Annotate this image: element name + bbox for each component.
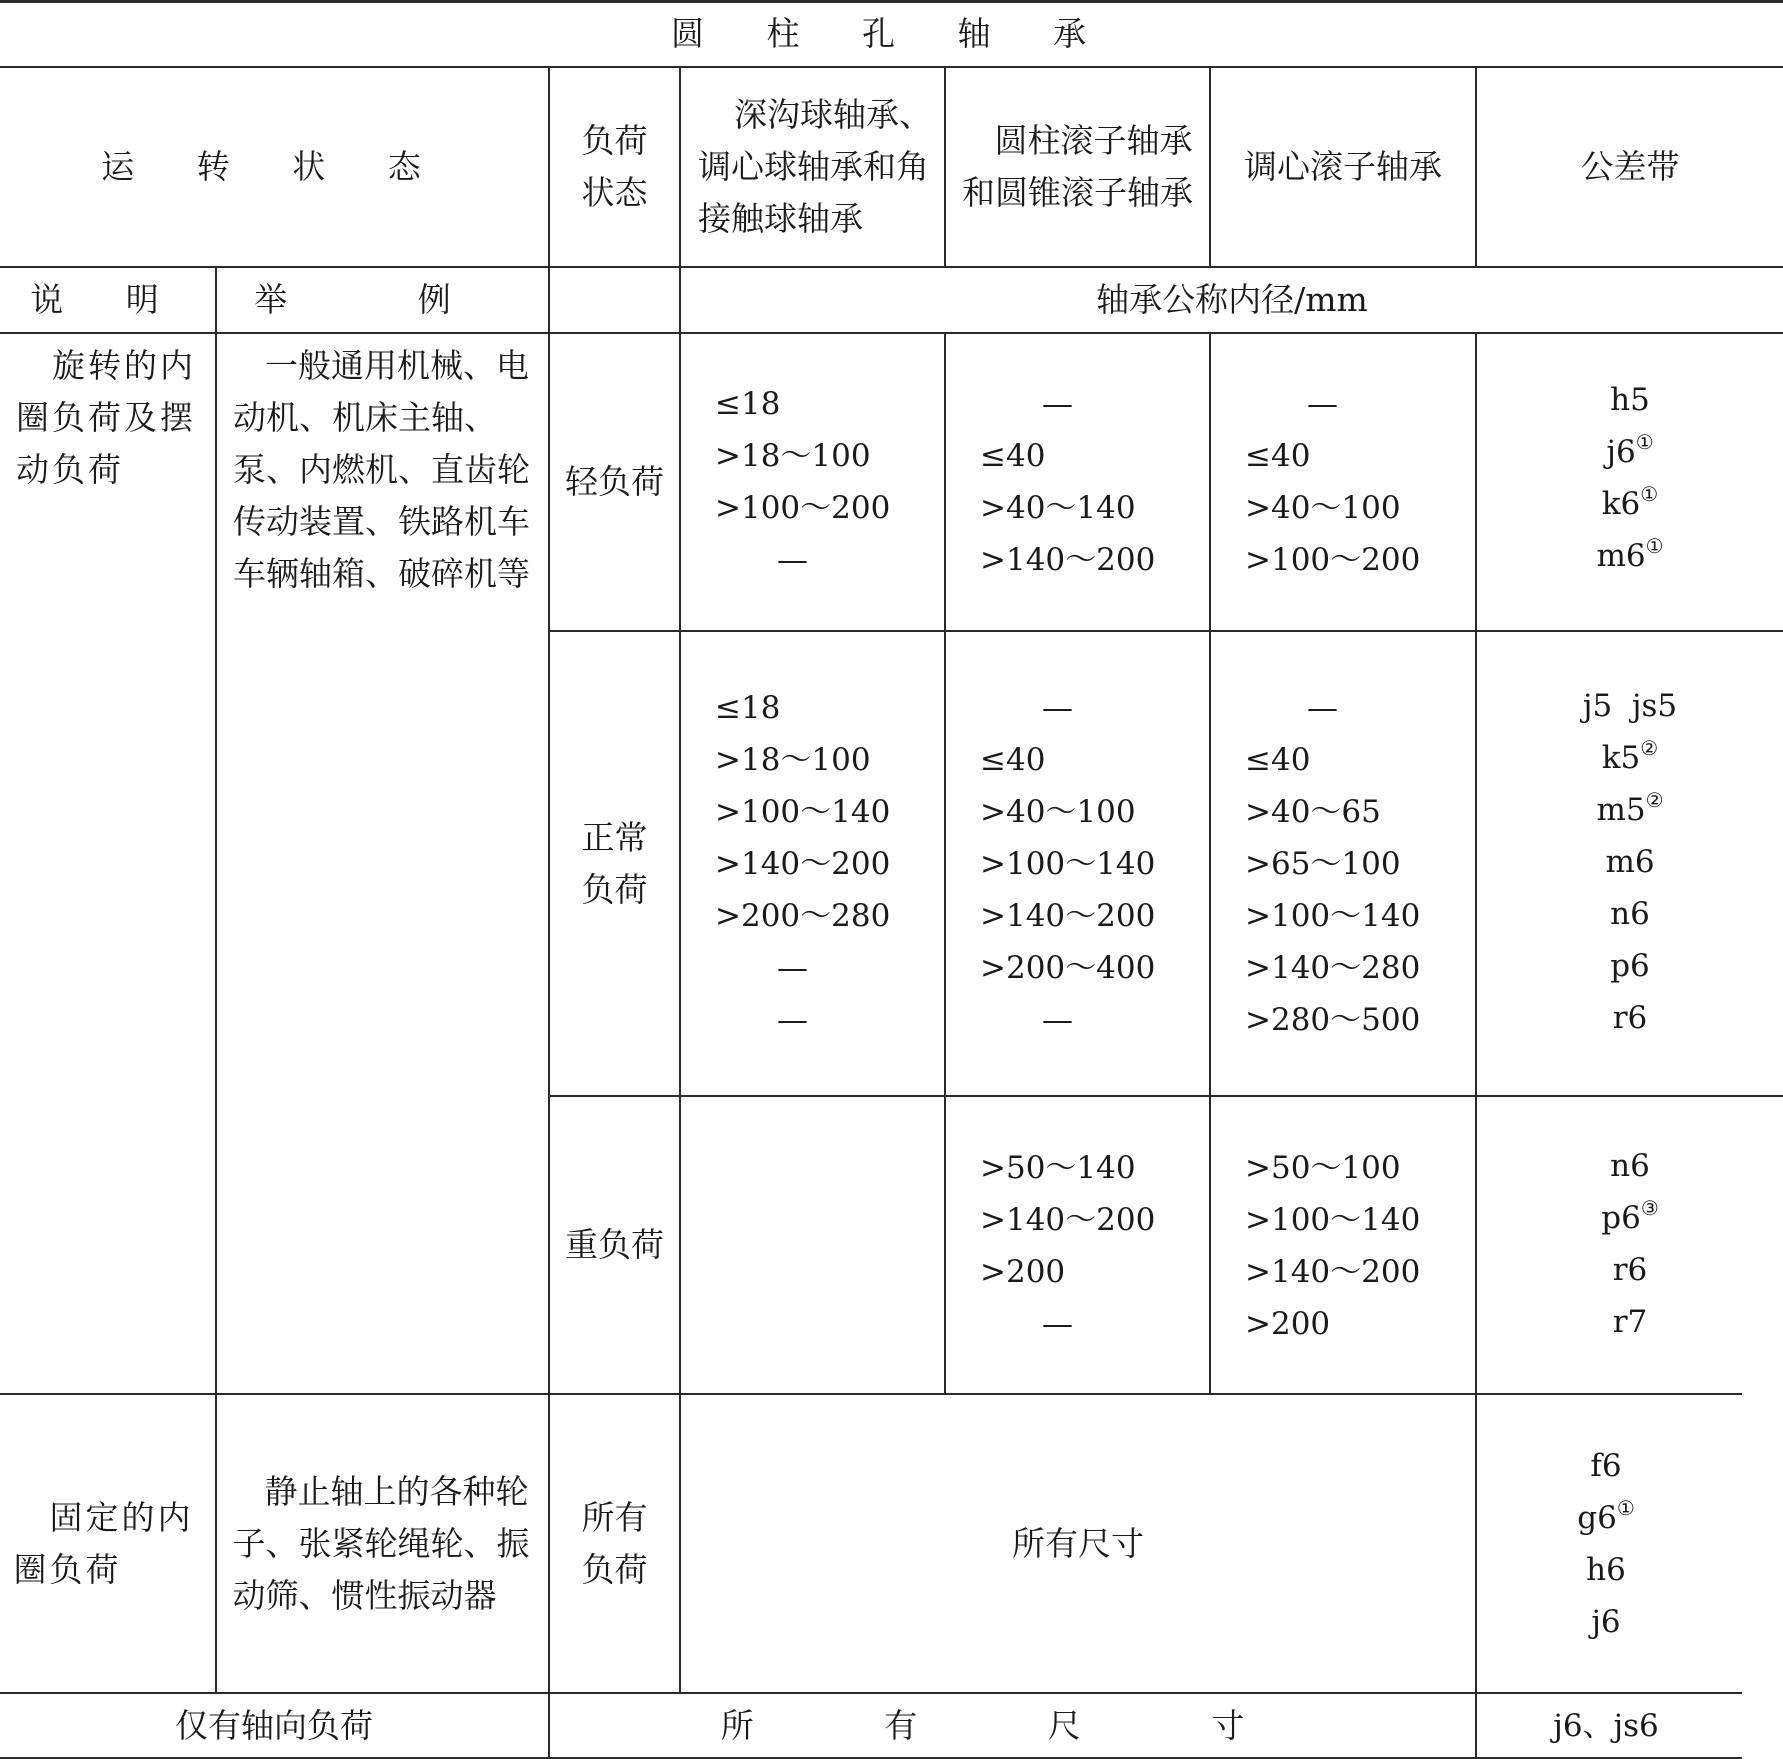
tol-value: p6 xyxy=(1610,948,1650,984)
normal-ball-value: — xyxy=(777,950,808,986)
light-sph-list xyxy=(1245,378,1445,586)
normal-tol-item xyxy=(1596,784,1663,836)
normal-sph-value: >40～65 xyxy=(1245,794,1381,830)
header-load-state-line: 状态 xyxy=(581,173,648,212)
fixed-tol-cell xyxy=(1477,1395,1735,1692)
heavy-cyl-value: >200 xyxy=(980,1254,1066,1290)
header-explain-text: 说 明 xyxy=(30,280,185,319)
fixed-tol-item xyxy=(1577,1492,1635,1544)
light-load-label xyxy=(550,334,679,630)
header-sph-text: 调心滚子轴承 xyxy=(1244,147,1442,186)
normal-ball-value: >140～200 xyxy=(715,846,891,882)
light-cyl-value: ≤40 xyxy=(980,438,1046,474)
axial-tol xyxy=(1477,1694,1735,1757)
tol-value: r6 xyxy=(1612,1252,1648,1288)
normal-tol-item xyxy=(1613,992,1648,1044)
light-sph-value: ≤40 xyxy=(1245,438,1311,474)
normal-ball-value: >18～100 xyxy=(715,742,871,778)
header-cyl-line: 圆柱滚子轴承 xyxy=(994,121,1193,160)
header-tolerance-text: 公差带 xyxy=(1580,147,1680,186)
light-sph-value: >100～200 xyxy=(1245,542,1421,578)
normal-ball-value: — xyxy=(777,1002,808,1038)
rule-normal-bottom xyxy=(548,1095,1783,1097)
tol-value: m6 xyxy=(1605,844,1655,880)
light-tol-item xyxy=(1610,374,1650,426)
normal-sph-value: >65～100 xyxy=(1245,846,1401,882)
fixed-explain: 固定的内圈负荷 xyxy=(13,1497,194,1589)
rule-v-ball-body xyxy=(944,332,946,1393)
table-title xyxy=(0,0,1783,68)
normal-tol-item xyxy=(1602,732,1658,784)
axial-size xyxy=(550,1694,1475,1757)
fixed-load-label xyxy=(550,1395,679,1692)
tol-value: r7 xyxy=(1612,1304,1648,1340)
table-title-text: 圆 柱 孔 轴 承 xyxy=(671,14,1112,53)
normal-cyl-value: — xyxy=(1042,1002,1073,1038)
axial-label-text: 仅有轴向负荷 xyxy=(175,1705,373,1745)
header-load-state-line: 负荷 xyxy=(581,121,648,160)
heavy-sph-list xyxy=(1245,1142,1445,1350)
heavy-cyl-value: >50～140 xyxy=(980,1150,1136,1186)
light-tol-list xyxy=(1477,374,1783,582)
header-explain xyxy=(0,268,215,332)
light-ball-value: >100～200 xyxy=(715,490,891,526)
normal-sph-value: — xyxy=(1307,690,1338,726)
tol-value: n6 xyxy=(1610,896,1650,932)
header-spherical-bearing xyxy=(1211,68,1475,266)
normal-cyl-value: — xyxy=(1042,690,1073,726)
tol-value: k5 xyxy=(1601,740,1641,776)
header-cyl-line: 和圆锥滚子轴承 xyxy=(962,173,1193,212)
light-ball-value: — xyxy=(777,542,808,578)
fixed-tol-item xyxy=(1590,1440,1621,1492)
fixed-tol-item xyxy=(1586,1544,1626,1596)
normal-load-label xyxy=(550,632,679,1095)
header-example xyxy=(217,268,548,332)
header-cylindrical-bearing xyxy=(946,68,1209,266)
normal-sph-value: >100～140 xyxy=(1245,898,1421,934)
fixed-size xyxy=(681,1395,1475,1692)
header-operation-state xyxy=(0,68,548,266)
header-ball-line: 接触球轴承 xyxy=(698,199,863,238)
normal-tol-item xyxy=(1605,836,1654,888)
header-ball-line: 调心球轴承和角 xyxy=(698,147,929,186)
tol-note: ① xyxy=(1645,534,1664,558)
light-ball-value: >18～100 xyxy=(715,438,871,474)
axial-size-text: 所 有 尺 寸 xyxy=(720,1705,1305,1745)
rotating-example: 一般通用机械、电动机、机床主轴、泵、内燃机、直齿轮传动装置、铁路机车车辆轴箱、破碎机等 xyxy=(233,346,530,593)
light-sph-value: >40～100 xyxy=(1245,490,1401,526)
normal-sph-list xyxy=(1245,682,1445,1046)
header-diameter-text: 轴承公称内径/mm xyxy=(1096,280,1368,319)
header-operation-state-text: 运 转 状 态 xyxy=(101,147,447,186)
heavy-tol-item xyxy=(1601,1192,1659,1244)
tol-value: g6 xyxy=(1577,1499,1617,1536)
light-cyl-list xyxy=(980,378,1180,586)
normal-tol-list xyxy=(1477,680,1783,1044)
header-load-state xyxy=(550,68,679,266)
tol-value: h6 xyxy=(1586,1551,1626,1588)
tol-value: p6 xyxy=(1601,1200,1641,1236)
axial-label xyxy=(0,1694,548,1757)
normal-load-label-line: 负荷 xyxy=(581,869,648,909)
heavy-cyl-value: >140～200 xyxy=(980,1202,1156,1238)
heavy-load-label-text: 重负荷 xyxy=(565,1225,664,1264)
rule-light-bottom xyxy=(548,630,1783,632)
fixed-example-cell xyxy=(217,1395,548,1692)
header-example-text: 举 例 xyxy=(254,280,511,319)
normal-tol-item xyxy=(1610,940,1650,992)
normal-ball-value: ≤18 xyxy=(715,690,781,726)
light-tol-item xyxy=(1606,426,1653,478)
light-cyl-value: — xyxy=(1042,386,1073,422)
tol-value: j6 xyxy=(1591,1603,1621,1640)
normal-cyl-value: >100～140 xyxy=(980,846,1156,882)
heavy-tol-item xyxy=(1613,1296,1648,1348)
fixed-size-text: 所有尺寸 xyxy=(1012,1523,1144,1563)
tol-value: j5 js5 xyxy=(1582,688,1678,724)
rule-subheader-bottom xyxy=(0,332,1783,334)
normal-cyl-value: >200～400 xyxy=(980,950,1156,986)
fixed-load-label-line: 负荷 xyxy=(581,1549,648,1589)
normal-cyl-value: ≤40 xyxy=(980,742,1046,778)
normal-ball-value: >200～280 xyxy=(715,898,891,934)
normal-sph-value: >280～500 xyxy=(1245,1002,1421,1038)
tol-value: h5 xyxy=(1610,382,1650,418)
normal-ball-list xyxy=(715,682,891,1046)
tol-value: r6 xyxy=(1612,1000,1648,1036)
light-load-label-text: 轻负荷 xyxy=(565,462,664,501)
heavy-sph-value: >140～200 xyxy=(1245,1254,1421,1290)
tol-note: ② xyxy=(1645,788,1664,812)
light-ball-list xyxy=(715,378,891,586)
tol-value: k6 xyxy=(1601,486,1641,522)
tol-note: ③ xyxy=(1640,1196,1659,1220)
normal-tol-item xyxy=(1610,888,1650,940)
light-ball-value: ≤18 xyxy=(715,386,781,422)
normal-cyl-list xyxy=(980,682,1180,1046)
heavy-sph-value: >50～100 xyxy=(1245,1150,1401,1186)
tol-note: ① xyxy=(1640,482,1659,506)
tol-value: f6 xyxy=(1590,1447,1622,1484)
tol-value: m5 xyxy=(1596,792,1646,828)
axial-tol-text: j6、js6 xyxy=(1553,1707,1659,1744)
light-sph-value: — xyxy=(1307,386,1338,422)
normal-ball-value: >100～140 xyxy=(715,794,891,830)
fixed-explain-cell xyxy=(0,1395,215,1692)
tol-value: m6 xyxy=(1596,538,1646,574)
heavy-sph-value: >100～140 xyxy=(1245,1202,1421,1238)
heavy-cyl-value: — xyxy=(1042,1306,1073,1342)
rotating-explain: 旋转的内圈负荷及摆动负荷 xyxy=(16,346,196,489)
light-cyl-value: >40～140 xyxy=(980,490,1136,526)
header-diameter xyxy=(681,268,1783,332)
tol-value: n6 xyxy=(1610,1148,1650,1184)
tol-note: ② xyxy=(1640,736,1659,760)
tol-note: ① xyxy=(1616,1495,1635,1520)
light-tol-item xyxy=(1602,478,1658,530)
light-tol-item xyxy=(1596,530,1663,582)
heavy-cyl-list xyxy=(980,1142,1180,1350)
rule-v-cyl-body xyxy=(1209,332,1211,1393)
header-tolerance xyxy=(1477,68,1783,266)
header-ball-line: 深沟球轴承、 xyxy=(734,95,932,134)
normal-cyl-value: >140～200 xyxy=(980,898,1156,934)
normal-sph-value: ≤40 xyxy=(1245,742,1311,778)
light-cyl-value: >140～200 xyxy=(980,542,1156,578)
fixed-tol-item xyxy=(1591,1596,1620,1648)
heavy-tol-list xyxy=(1477,1140,1783,1348)
normal-cyl-value: >40～100 xyxy=(980,794,1136,830)
tol-value: j6 xyxy=(1606,434,1636,470)
heavy-tol-item xyxy=(1610,1140,1650,1192)
fixed-tol-list xyxy=(1577,1440,1635,1648)
tol-note: ① xyxy=(1635,430,1654,454)
normal-tol-item xyxy=(1583,680,1677,732)
heavy-sph-value: >200 xyxy=(1245,1306,1331,1342)
fixed-load-label-line: 所有 xyxy=(581,1497,648,1537)
heavy-tol-item xyxy=(1613,1244,1648,1296)
normal-load-label-line: 正常 xyxy=(581,817,648,857)
header-ball-bearing xyxy=(681,68,944,266)
normal-sph-value: >140～280 xyxy=(1245,950,1421,986)
heavy-load-label xyxy=(550,1097,679,1393)
fixed-example: 静止轴上的各种轮子、张紧轮绳轮、振动筛、惯性振动器 xyxy=(232,1471,530,1615)
